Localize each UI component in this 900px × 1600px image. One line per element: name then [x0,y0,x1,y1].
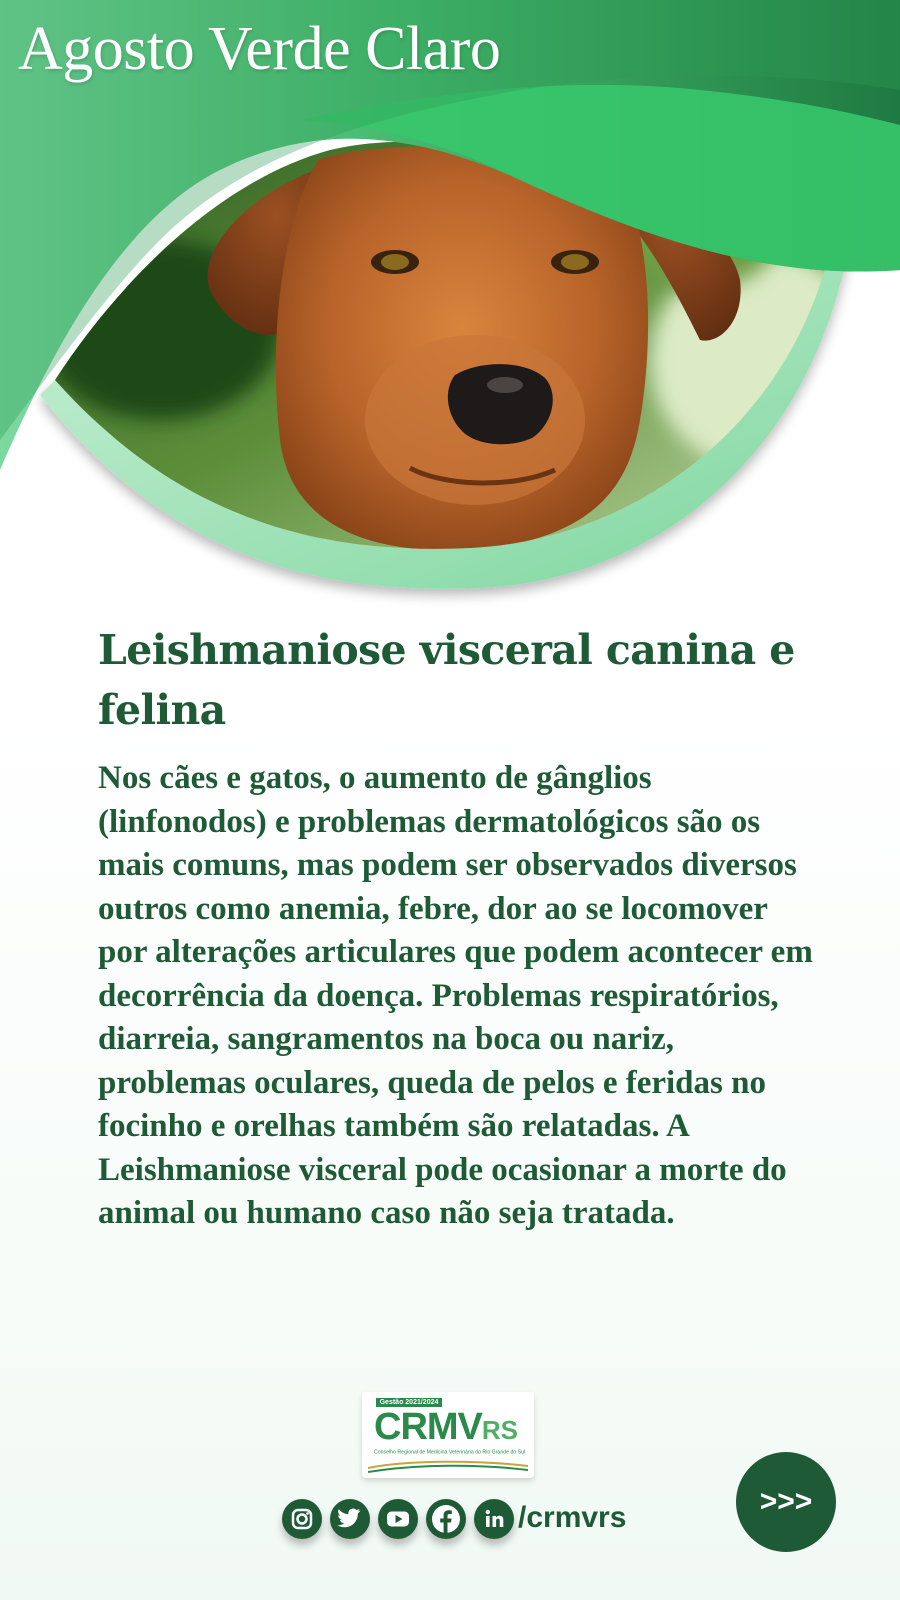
facebook-icon[interactable] [426,1499,466,1539]
twitter-icon[interactable] [330,1499,370,1539]
article-heading: Leishmaniose visceral canina e felina [98,626,795,734]
logo-badge: Gestão 2021/2024 [376,1398,442,1407]
logo-swoosh [368,1458,528,1474]
crmv-logo [362,1392,534,1478]
page-title: Agosto Verde Claro [18,15,501,83]
article-body: Nos cães e gatos, o aumento de gânglios (linfonodos) e problemas dermatológicos são os mais comuns, mas podem ser observados diversos outros como anemia, febre, dor ao se locomover por alterações articulares que podem acontecer em decorrência da doença. Problemas respiratórios, diarreia, sangramentos na boca ou nariz, problemas oculares, queda de pelos e feridas no focinho e orelhas também são relatadas. A Leishmaniose visceral pode ocasionar a morte do animal ou humano caso não seja tratada. [98,760,813,1231]
logo-subtitle-text: Conselho Regional de Medicina Veterinária do Rio Grande do Sul [374,1449,526,1456]
instagram-icon[interactable] [282,1499,322,1539]
logo-suffix: RS [481,1415,519,1445]
linkedin-icon[interactable] [474,1499,514,1539]
next-button[interactable]: >>> [736,1452,836,1552]
logo-main-text: CRMV [374,1406,482,1448]
youtube-icon[interactable] [378,1499,418,1539]
social-handle[interactable]: /crmvrs [518,1501,627,1534]
header-banner [0,0,900,620]
logo-wordmark [374,1405,518,1452]
logo-subtitle [374,1449,526,1456]
